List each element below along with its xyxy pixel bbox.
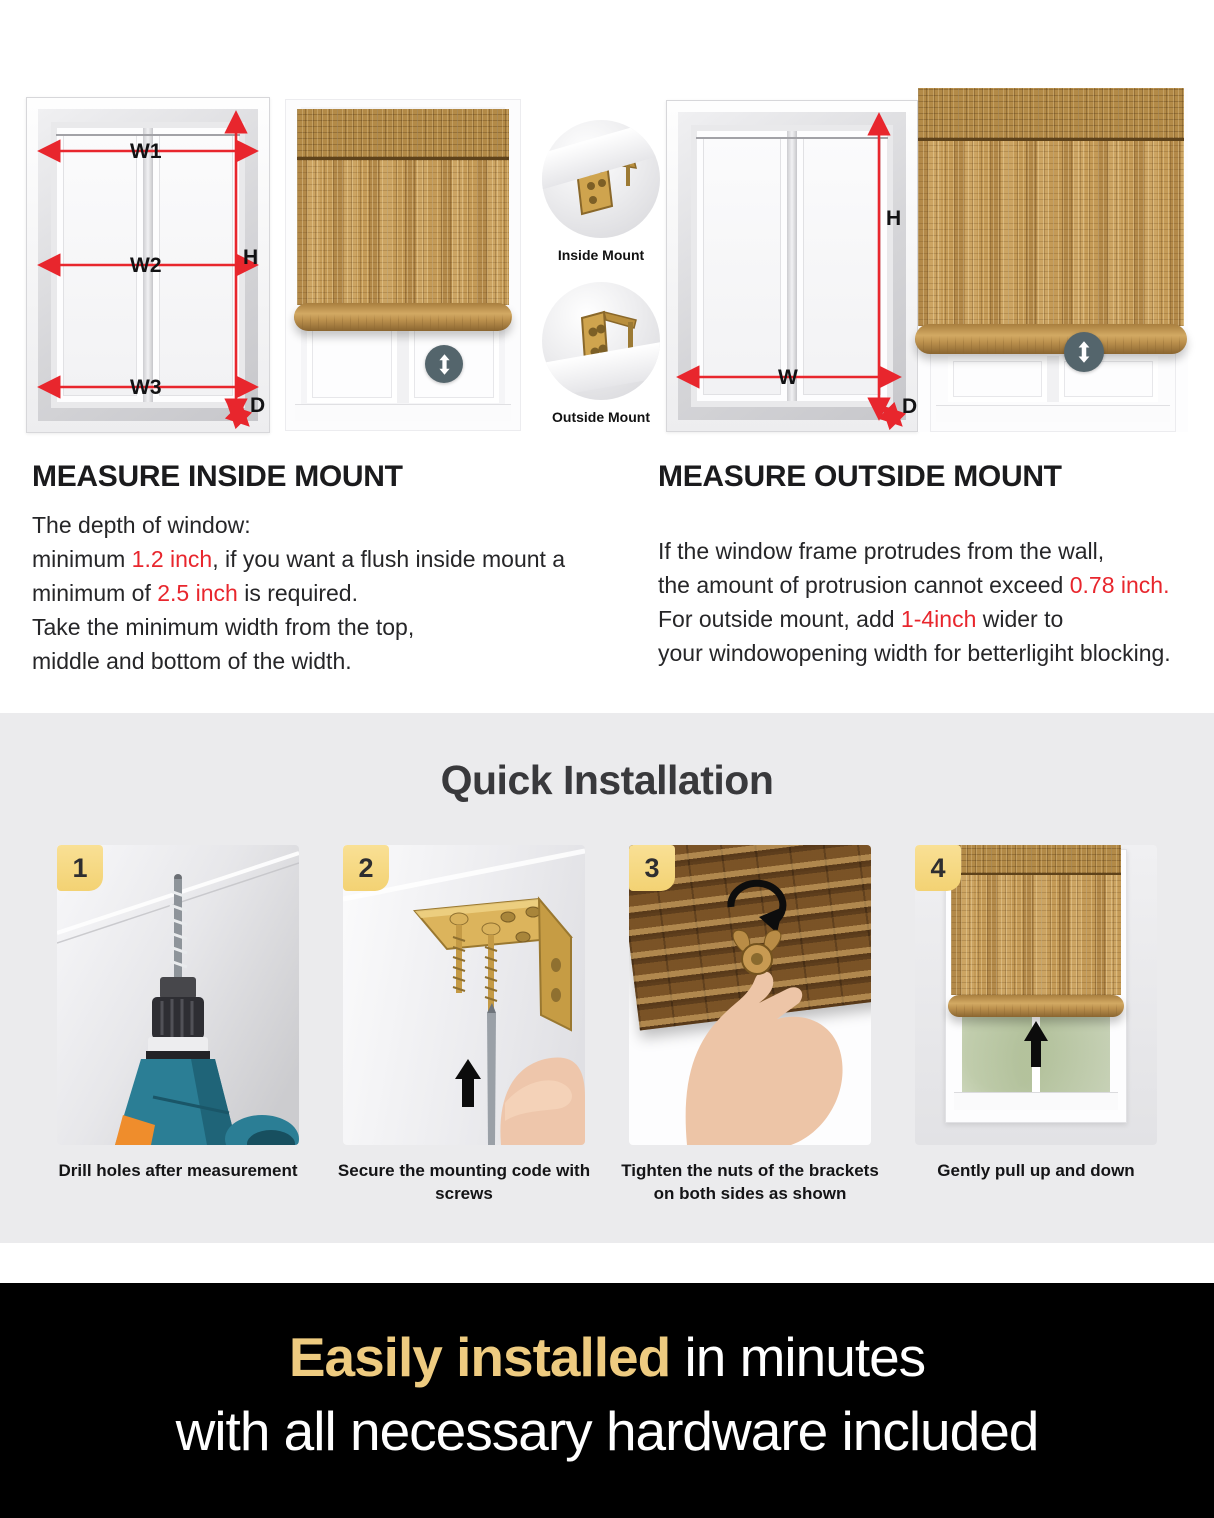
- inside-mount-heading: MEASURE INSIDE MOUNT: [32, 460, 403, 493]
- outside-measure-diagram: [666, 100, 918, 432]
- measure-text: minimum: [32, 546, 132, 572]
- step-caption: Drill holes after measurement: [58, 1161, 298, 1180]
- measure-text: is required.: [237, 580, 358, 606]
- label-d: D: [902, 395, 918, 418]
- outside-mount-text: [658, 460, 1214, 670]
- footer-line1-rest: in minutes: [670, 1326, 926, 1388]
- measure-text: The depth of window:: [32, 512, 251, 538]
- shade-roll: [294, 303, 512, 331]
- measure-text: your windowopening width for betterligiht blocking.: [658, 640, 1171, 666]
- label-w: W: [778, 366, 798, 389]
- measure-text: wider to: [976, 606, 1064, 632]
- install-step-2: [337, 845, 591, 1206]
- measure-text-highlight: 0.78 inch.: [1069, 572, 1170, 598]
- label-h: H: [886, 207, 902, 230]
- up-down-arrow-icon: [425, 345, 463, 383]
- step-caption: Tighten the nuts of the brackets on both sides as shown: [621, 1161, 879, 1203]
- measure-text-highlight: 1.2 inch: [131, 546, 213, 572]
- outside-mount-bracket-photo: [542, 282, 660, 400]
- shade-body: [297, 160, 509, 305]
- window-sill: [295, 404, 511, 421]
- step-4-photo: [915, 845, 1157, 1145]
- measure-text: For outside mount, add: [658, 606, 901, 632]
- inside-mount-bracket-photo: [542, 120, 660, 238]
- outside-mount-heading: MEASURE OUTSIDE MOUNT: [658, 460, 1062, 493]
- measure-text: Take the minimum width from the top,: [32, 614, 415, 640]
- measure-text: minimum of: [32, 580, 158, 606]
- inside-mount-inset: [540, 120, 662, 263]
- footer-banner: [0, 1283, 1214, 1518]
- step-caption: Secure the mounting code with screws: [337, 1161, 591, 1203]
- install-step-1: [57, 845, 299, 1206]
- outside-mount-shade-photo: [918, 88, 1188, 432]
- measure-text-highlight: 1-4inch: [900, 606, 977, 632]
- window-pane: [953, 361, 1042, 397]
- install-step-4: [915, 845, 1157, 1206]
- step-number-badge: 2: [343, 845, 389, 891]
- bamboo-shade: [918, 88, 1184, 354]
- measure-text: , if you want a flush inside mount a: [212, 546, 566, 572]
- step-1-photo: [57, 845, 299, 1145]
- shade-headrail: [918, 88, 1184, 141]
- bamboo-shade: [297, 109, 509, 331]
- inset-label: Outside Mount: [552, 409, 650, 425]
- label-w2: W2: [130, 254, 162, 277]
- label-w1: W1: [130, 140, 162, 163]
- inside-mount-shade-photo: [285, 99, 521, 431]
- label-h: H: [243, 246, 259, 269]
- step-number-badge: 4: [915, 845, 961, 891]
- up-down-arrow-icon: [1064, 332, 1104, 372]
- step-caption: Gently pull up and down: [937, 1161, 1135, 1180]
- footer-line-2: with all necessary hardware included: [175, 1400, 1039, 1462]
- installation-steps: [57, 845, 1157, 1206]
- measure-text: middle and bottom of the width.: [32, 648, 352, 674]
- measure-text: If the window frame protrudes from the wall,: [658, 538, 1105, 564]
- outside-mount-inset: [540, 282, 662, 425]
- install-step-3: [621, 845, 879, 1206]
- inside-measure-diagram: [26, 97, 270, 433]
- shade-roll: [915, 324, 1187, 354]
- window-sill: [936, 405, 1170, 422]
- inset-label: Inside Mount: [557, 247, 645, 263]
- step-number-badge: 1: [57, 845, 103, 891]
- step-2-photo: [343, 845, 585, 1145]
- quick-installation-section: [0, 713, 1214, 1243]
- window-mullion: [1047, 356, 1059, 402]
- quick-installation-title: Quick Installation: [440, 757, 774, 803]
- footer-highlight: Easily installed: [288, 1326, 671, 1388]
- step-3-photo: [629, 845, 871, 1145]
- footer-line-1: [0, 1283, 1214, 1389]
- inside-mount-text: [32, 460, 632, 678]
- shade-body: [918, 141, 1184, 326]
- measure-text-highlight: 2.5 inch: [157, 580, 238, 606]
- outside-mount-paragraph: [658, 534, 1214, 670]
- inside-mount-paragraph: [32, 508, 632, 678]
- measure-text: the amount of protrusion cannot exceed: [658, 572, 1070, 598]
- step-number-badge: 3: [629, 845, 675, 891]
- label-w3: W3: [130, 376, 162, 399]
- shade-headrail: [297, 109, 509, 160]
- photo-lower-window: [948, 356, 1158, 402]
- label-d: D: [250, 394, 266, 417]
